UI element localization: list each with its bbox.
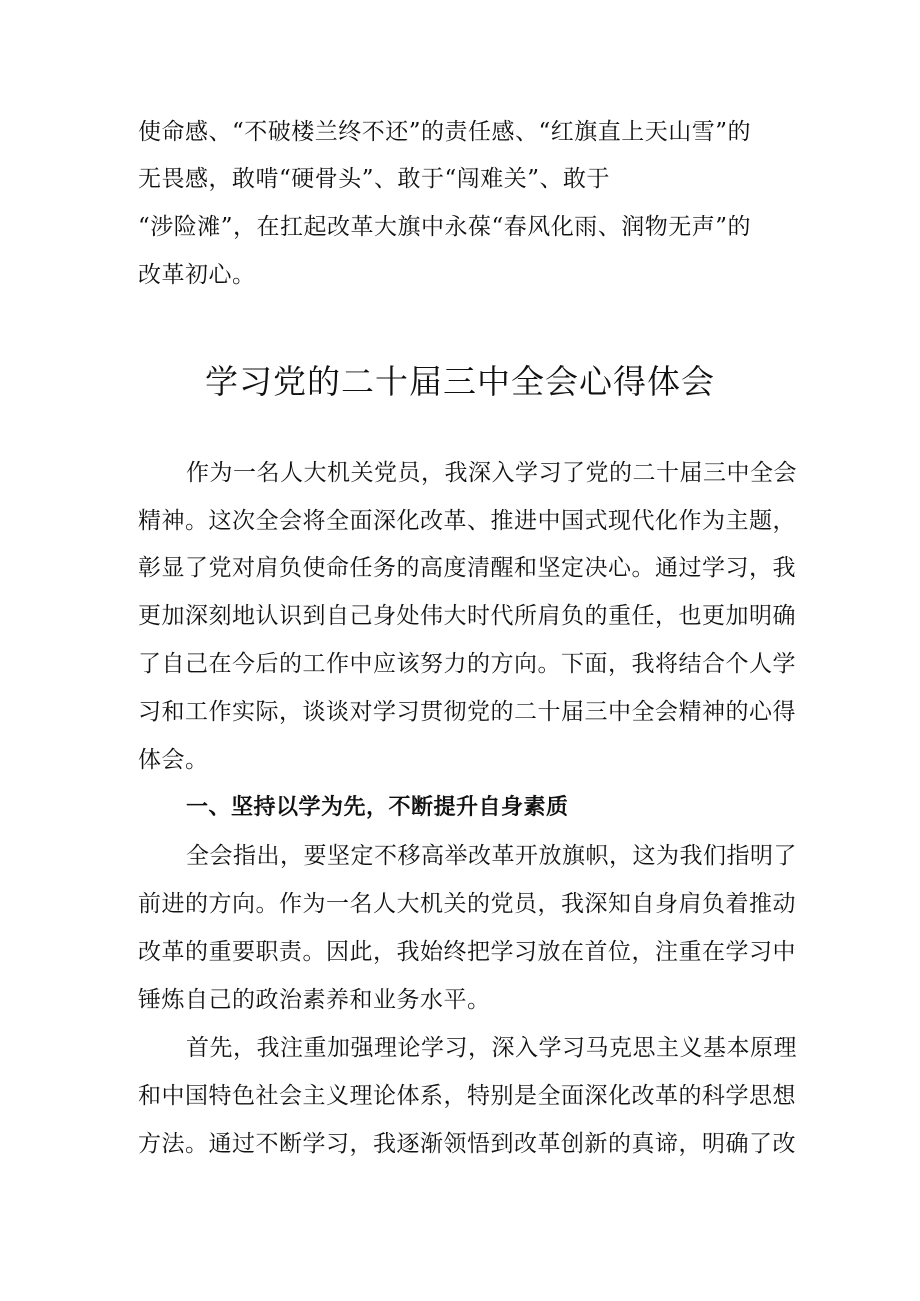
text-line: 前进的方向。作为一名人大机关的党员，我深知自身肩负着推动 (138, 891, 796, 917)
text-line: 习和工作实际，谈谈对学习贯彻党的二十届三中全会精神的心得 (138, 699, 796, 725)
text-line: 无畏感，敢啃“硬骨头”、敢于“闯难关”、敢于 (138, 166, 611, 192)
text-line: 作为一名人大机关党员，我深入学习了党的二十届三中全会 (186, 460, 797, 486)
text-line: 彰显了党对肩负使命任务的高度清醒和坚定决心。通过学习，我 (138, 555, 796, 581)
section-heading: 一、坚持以学为先，不断提升自身素质 (186, 795, 569, 820)
text-line: 了自己在今后的工作中应该努力的方向。下面，我将结合个人学 (138, 651, 796, 677)
text-line: 改革初心。 (138, 262, 256, 288)
text-line: 体会。 (138, 747, 209, 773)
text-line: “涉险滩”，在扛起改革大旗中永葆“春风化雨、润物无声”的 (138, 214, 752, 240)
text-line: 方法。通过不断学习，我逐渐领悟到改革创新的真谛，明确了改 (138, 1131, 796, 1157)
text-line: 锤炼自己的政治素养和业务水平。 (138, 987, 491, 1013)
text-line: 全会指出，要坚定不移高举改革开放旗帜，这为我们指明了 (186, 843, 797, 869)
text-line: 更加深刻地认识到自己身处伟大时代所肩负的重任，也更加明确 (138, 603, 796, 629)
text-line: 改革的重要职责。因此，我始终把学习放在首位，注重在学习中 (138, 939, 796, 965)
text-line: 精神。这次全会将全面深化改革、推进中国式现代化作为主题， (138, 508, 796, 534)
text-line: 使命感、“不破楼兰终不还”的责任感、“红旗直上天山雪”的 (138, 119, 752, 145)
text-line: 和中国特色社会主义理论体系，特别是全面深化改革的科学思想 (138, 1083, 796, 1109)
text-line: 首先，我注重加强理论学习，深入学习马克思主义基本原理 (186, 1035, 797, 1061)
document-title: 学习党的二十届三中全会心得体会 (205, 362, 715, 401)
